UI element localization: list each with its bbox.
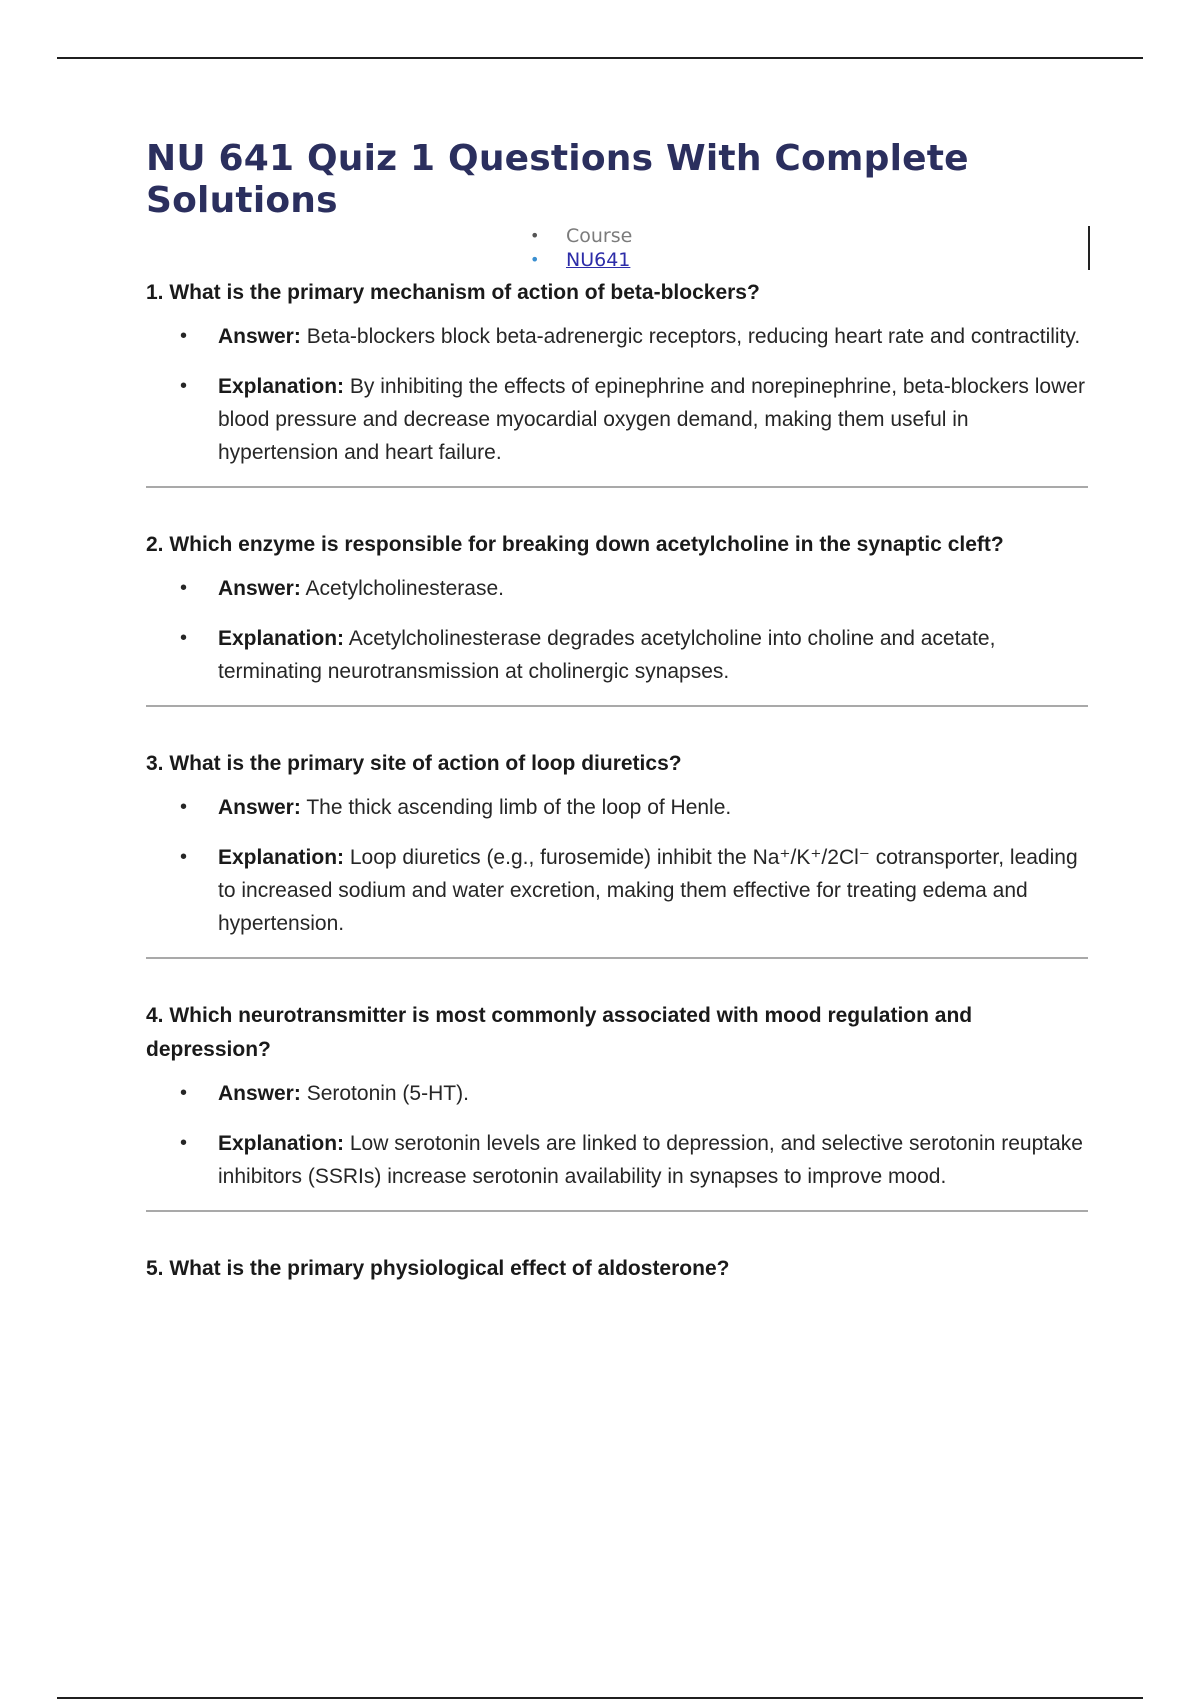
question-text: 2. Which enzyme is responsible for breaking down acetylcholine in the synaptic cleft? [146,533,1004,556]
document-title: NU 641 Quiz 1 Questions With Complete Solutions [146,138,969,221]
course-label-item [530,224,633,248]
question-block-5 [146,1252,1088,1286]
page-bottom-rule [57,1697,1143,1699]
qa-list [146,320,1088,469]
answer-item [146,791,1088,824]
text-cursor [1088,226,1090,270]
explanation-label: Explanation: [218,846,345,869]
bullet-icon: • [180,796,188,818]
answer-label: Answer: [218,325,301,348]
section-divider [146,486,1088,488]
answer-text: Beta-blockers block beta-adrenergic receptors, reducing heart rate and contractility. [306,325,1081,348]
qa-list [146,1077,1088,1193]
section-divider [146,957,1088,959]
question-text: 3. What is the primary site of action of loop diuretics? [146,752,682,775]
answer-text: Acetylcholinesterase. [305,577,504,600]
bullet-icon: • [180,627,188,649]
question-text: 4. Which neurotransmitter is most commonly associated with mood regulation and depression? [146,1004,973,1061]
answer-label: Answer: [218,1082,301,1105]
document-body [146,138,1088,1286]
answer-item [146,1077,1088,1110]
explanation-text: By inhibiting the effects of epinephrine and norepinephrine, beta-blockers lower blood pressure and decrease myocardial oxygen demand, making them useful in hypertension and heart failure. [218,375,1085,464]
question-block-2 [146,528,1088,707]
course-meta-list [530,224,633,272]
bullet-icon: • [180,846,188,868]
explanation-item [146,622,1088,688]
answer-label: Answer: [218,796,301,819]
answer-text: The thick ascending limb of the loop of Henle. [306,796,732,819]
qa-list [146,791,1088,940]
explanation-text: Acetylcholinesterase degrades acetylcholine into choline and acetate, terminating neurotransmission at cholinergic synapses. [218,627,996,683]
explanation-label: Explanation: [218,375,345,398]
explanation-item [146,1127,1088,1193]
question-block-1 [146,276,1088,488]
answer-item [146,572,1088,605]
explanation-text: Loop diuretics (e.g., furosemide) inhibit the Na⁺/K⁺/2Cl⁻ cotransporter, leading to increased sodium and water excretion, making them effective for treating edema and hypertension. [218,846,1078,935]
page-top-rule [57,57,1143,59]
explanation-label: Explanation: [218,627,345,650]
bullet-icon: • [180,1132,188,1154]
course-link[interactable]: NU641 [566,249,631,271]
bullet-icon: • [180,325,188,347]
course-meta [146,224,1088,276]
bullet-icon: • [180,1082,188,1104]
answer-text: Serotonin (5-HT). [306,1082,469,1105]
section-divider [146,705,1088,707]
question-block-3 [146,747,1088,959]
question-text: 5. What is the primary physiological effect of aldosterone? [146,1257,730,1280]
explanation-item [146,841,1088,940]
bullet-icon: • [180,375,188,397]
answer-label: Answer: [218,577,301,600]
bullet-icon: • [530,226,540,245]
question-block-4 [146,999,1088,1212]
question-text: 1. What is the primary mechanism of action of beta-blockers? [146,281,760,304]
course-label: Course [566,225,633,247]
bullet-icon: • [530,250,540,269]
explanation-text: Low serotonin levels are linked to depression, and selective serotonin reuptake inhibitors (SSRIs) increase serotonin availability in synapses to improve mood. [218,1132,1083,1188]
section-divider [146,1210,1088,1212]
explanation-item [146,370,1088,469]
course-link-item [530,248,632,272]
answer-item [146,320,1088,353]
explanation-label: Explanation: [218,1132,345,1155]
bullet-icon: • [180,577,188,599]
qa-list [146,572,1088,688]
